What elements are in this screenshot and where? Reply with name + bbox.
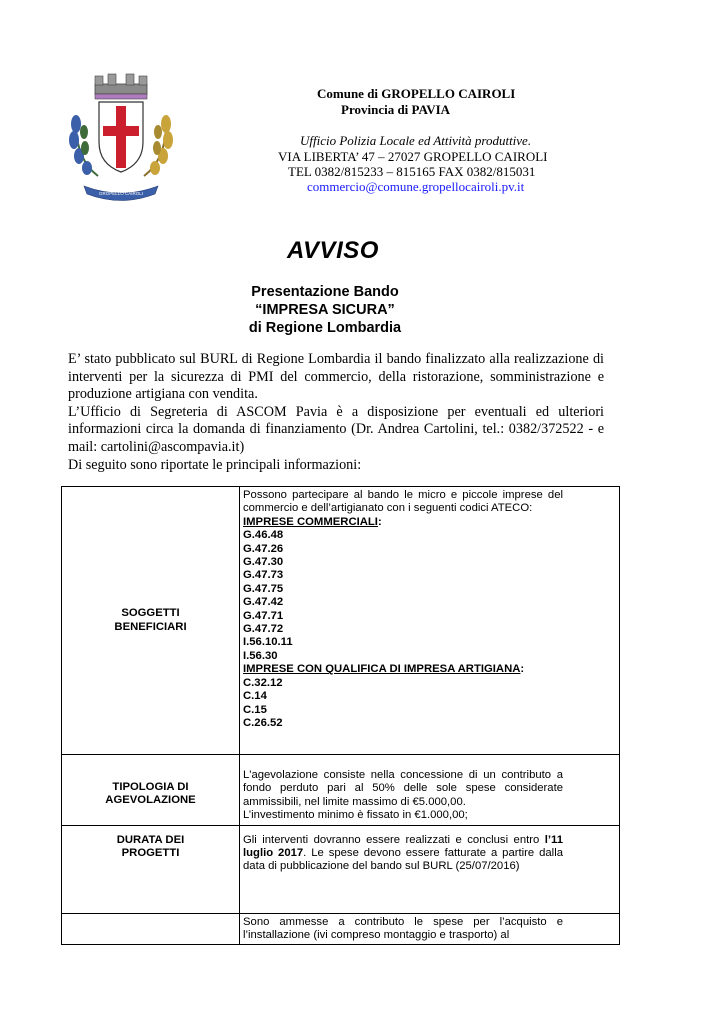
ateco-code: I.56.10.11 [243,636,293,649]
label-line: SOGGETTI [121,607,180,620]
investimento-minimo-text: L’investimento minimo è fissato in €1.000,00; [243,809,468,822]
label-tipologia-agevolazione [62,755,240,826]
ateco-code: G.47.75 [243,582,284,595]
ateco-code: G.47.71 [243,609,284,622]
label-spese [62,913,240,945]
ateco-code: I.56.30 [243,649,278,662]
label-line: PROGETTI [121,847,180,860]
ateco-code: G.47.72 [243,623,284,636]
ateco-code: G.47.30 [243,556,284,569]
heading-imprese-artigiane: IMPRESE CON QUALIFICA DI IMPRESA ARTIGIANA [243,663,521,676]
agevolazione-text: L'agevolazione consiste nella concessione di un contributo a fondo perduto pari al 50% delle sole spese considerate ammissibili, nel limite massimo di €5.000,00. [243,769,563,808]
ateco-code: G.47.26 [243,542,284,555]
label-soggetti-beneficiari [62,487,240,755]
label-durata-progetti [62,825,240,913]
ateco-code: C.14 [243,690,267,703]
label-line: AGEVOLAZIONE [105,794,196,807]
label-line: TIPOLOGIA DI [112,781,189,793]
body-text [68,351,604,474]
ateco-code: G.47.73 [243,569,284,582]
intro-text: Possono partecipare al bando le micro e piccole imprese del commercio e dell’artigianato con i seguenti codici ATECO: [243,489,563,515]
subtitle-line-1: Presentazione Bando [251,284,399,300]
address: VIA LIBERTA’ 47 – 27027 GROPELLO CAIROLI [278,149,548,164]
durata-text: . Le spese devono essere fatturate a partire dalla data di pubblicazione del bando sul BURL (25/07/2016) [243,847,563,873]
provincia-name: Provincia di PAVIA [341,102,451,117]
table-row-spese [62,913,620,945]
comune-name: Comune di GROPELLO CAIROLI [317,86,516,101]
shield-icon [99,102,143,172]
page-title: AVVISO [287,237,379,264]
crown-icon [95,74,147,99]
info-table [61,486,620,945]
table-row-durata [62,825,620,913]
subtitle-line-2: “IMPRESA SICURA” [255,302,395,318]
durata-deadline: l’11 luglio 2017 [243,833,563,860]
email-link[interactable]: commercio@comune.gropellocairoli.pv.it [307,179,525,194]
durata-text: Gli interventi dovranno essere realizzati e conclusi entro [243,833,545,846]
oak-branch-icon [69,115,98,176]
value-tipologia-agevolazione [240,755,620,826]
crest-motto: GROPELLO CAIROLI [98,191,144,196]
coat-of-arms-crest [62,68,180,203]
ufficio-name: Ufficio Polizia Locale ed Attività produttive. [300,133,532,148]
label-line: DURATA DEI [116,833,185,846]
label-line: BENEFICIARI [114,620,187,633]
table-row-tipologia [62,755,620,826]
ateco-code: G.46.48 [243,529,284,542]
ateco-code: C.15 [243,703,267,716]
paragraph-bando: E’ stato pubblicato sul BURL di Regione Lombardia il bando finalizzato alla realizzazione di interventi per la sicurezza di PMI del commercio, della ristorazione, somministrazione e produzione artigiana con vendita. [68,351,604,403]
value-durata-progetti [240,825,620,913]
heading-imprese-commerciali: IMPRESE COMMERCIALI [243,515,378,528]
ateco-code: C.32.12 [243,676,283,689]
ateco-code: C.26.52 [243,716,283,729]
laurel-branch-icon [144,115,173,176]
phone-fax: TEL 0382/815233 – 815165 FAX 0382/815031 [288,164,536,179]
ateco-code: G.47.42 [243,596,284,609]
table-row-soggetti [62,487,620,755]
paragraph-intro-info: Di seguito sono riportate le principali informazioni: [68,456,362,473]
ribbon-icon [84,186,158,201]
subtitle-line-3: di Regione Lombardia [248,320,402,336]
value-spese: Sono ammesse a contributo le spese per l’acquisto e l’installazione (ivi compreso montaggio e trasporto) al [240,913,620,945]
value-soggetti-beneficiari: Possono partecipare al bando le micro e piccole imprese del commercio e dell’artigianato con i seguenti codici ATECO: IMPRESE COMMERCIALI: G.46.48 G.47.26 G.47.30 G.47.73 G.47.75 G.47.42 G.47.71 G.47.72 I.56.10.11 I.56.30 IMPRESE CON QUALIFICA DI IMPRESA ARTIGIANA: C.32.12 C.14 C.15 C.26.52 [240,487,620,755]
paragraph-ascom: L’Ufficio di Segreteria di ASCOM Pavia è a disposizione per eventuali ed ulteriori informazioni circa la domanda di finanziamento (Dr. Andrea Cartolini, tel.: 0382/372522 - e mail: cartolini@ascompavia.it) [68,403,604,455]
